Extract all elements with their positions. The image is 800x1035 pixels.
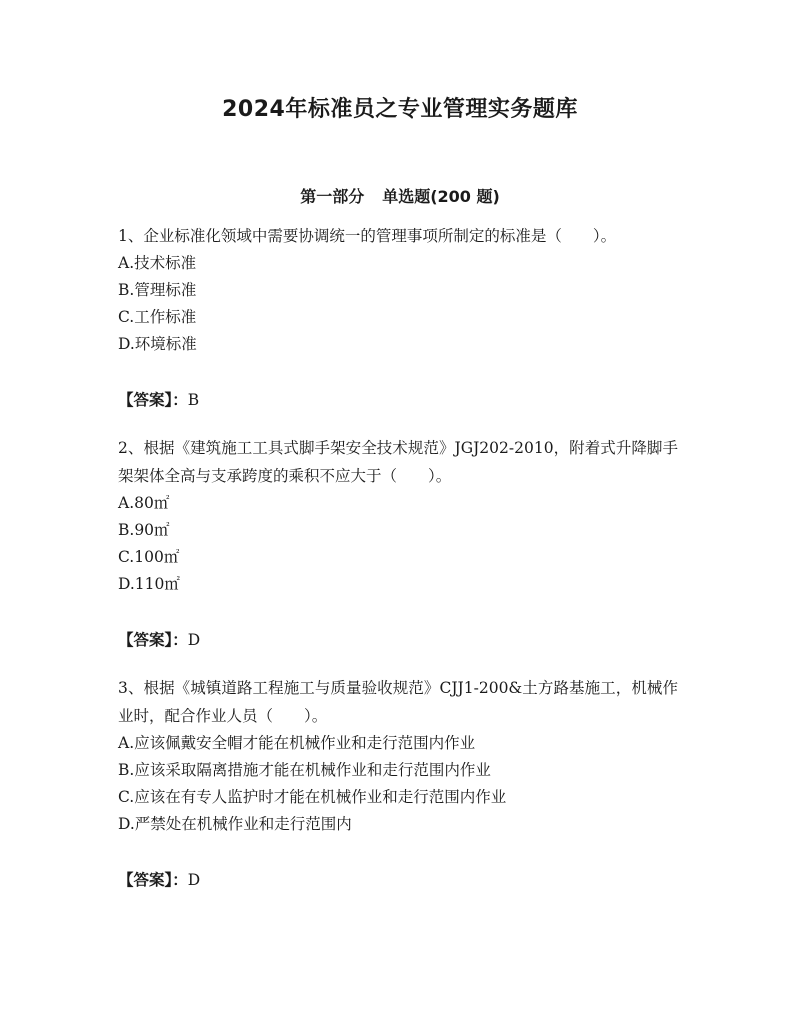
document-title: 2024年标准员之专业管理实务题库 — [222, 97, 578, 122]
answer-line — [118, 866, 678, 894]
answer-label: 【答案】： — [118, 631, 188, 649]
question-list — [118, 222, 678, 894]
option-c: C.100㎡ — [118, 548, 180, 566]
answer-line — [118, 386, 678, 414]
option-d: D.严禁处在机械作业和走行范围内 — [118, 815, 352, 833]
question-3 — [118, 674, 678, 894]
answer-line — [118, 626, 678, 654]
option-d: D.环境标准 — [118, 335, 197, 353]
answer-label: 【答案】： — [118, 391, 188, 409]
answer-value: D — [187, 871, 201, 889]
option-a: A.应该佩戴安全帽才能在机械作业和走行范围内作业 — [118, 734, 476, 752]
option-c: C.工作标准 — [118, 308, 197, 326]
section-part: 第一部分 — [300, 187, 365, 206]
option-c: C.应该在有专人监护时才能在机械作业和走行范围内作业 — [118, 788, 507, 806]
question-2 — [118, 434, 678, 654]
option-b: B.应该采取隔离措施才能在机械作业和走行范围内作业 — [118, 761, 491, 779]
section-name: 单选题(200 题) — [382, 187, 500, 206]
option-d: D.110㎡ — [118, 575, 180, 593]
answer-value: D — [187, 631, 201, 649]
question-stem: 1、企业标准化领域中需要协调统一的管理事项所制定的标准是（ ）。 — [118, 227, 617, 245]
option-b: B.管理标准 — [118, 281, 197, 299]
option-b: B.90㎡ — [118, 521, 170, 539]
question-1 — [118, 222, 678, 414]
section-heading — [0, 184, 800, 207]
option-a: A.技术标准 — [118, 254, 197, 272]
answer-label: 【答案】： — [118, 871, 188, 889]
question-stem: 2、根据《建筑施工工具式脚手架安全技术规范》JGJ202-2010，附着式升降脚手架架体全高与支承跨度的乘积不应大于（ ）。 — [118, 439, 678, 485]
option-a: A.80㎡ — [118, 494, 170, 512]
answer-value: B — [187, 391, 200, 409]
question-stem: 3、根据《城镇道路工程施工与质量验收规范》CJJ1-200&土方路基施工，机械作业时，配合作业人员（ ）。 — [118, 679, 678, 725]
